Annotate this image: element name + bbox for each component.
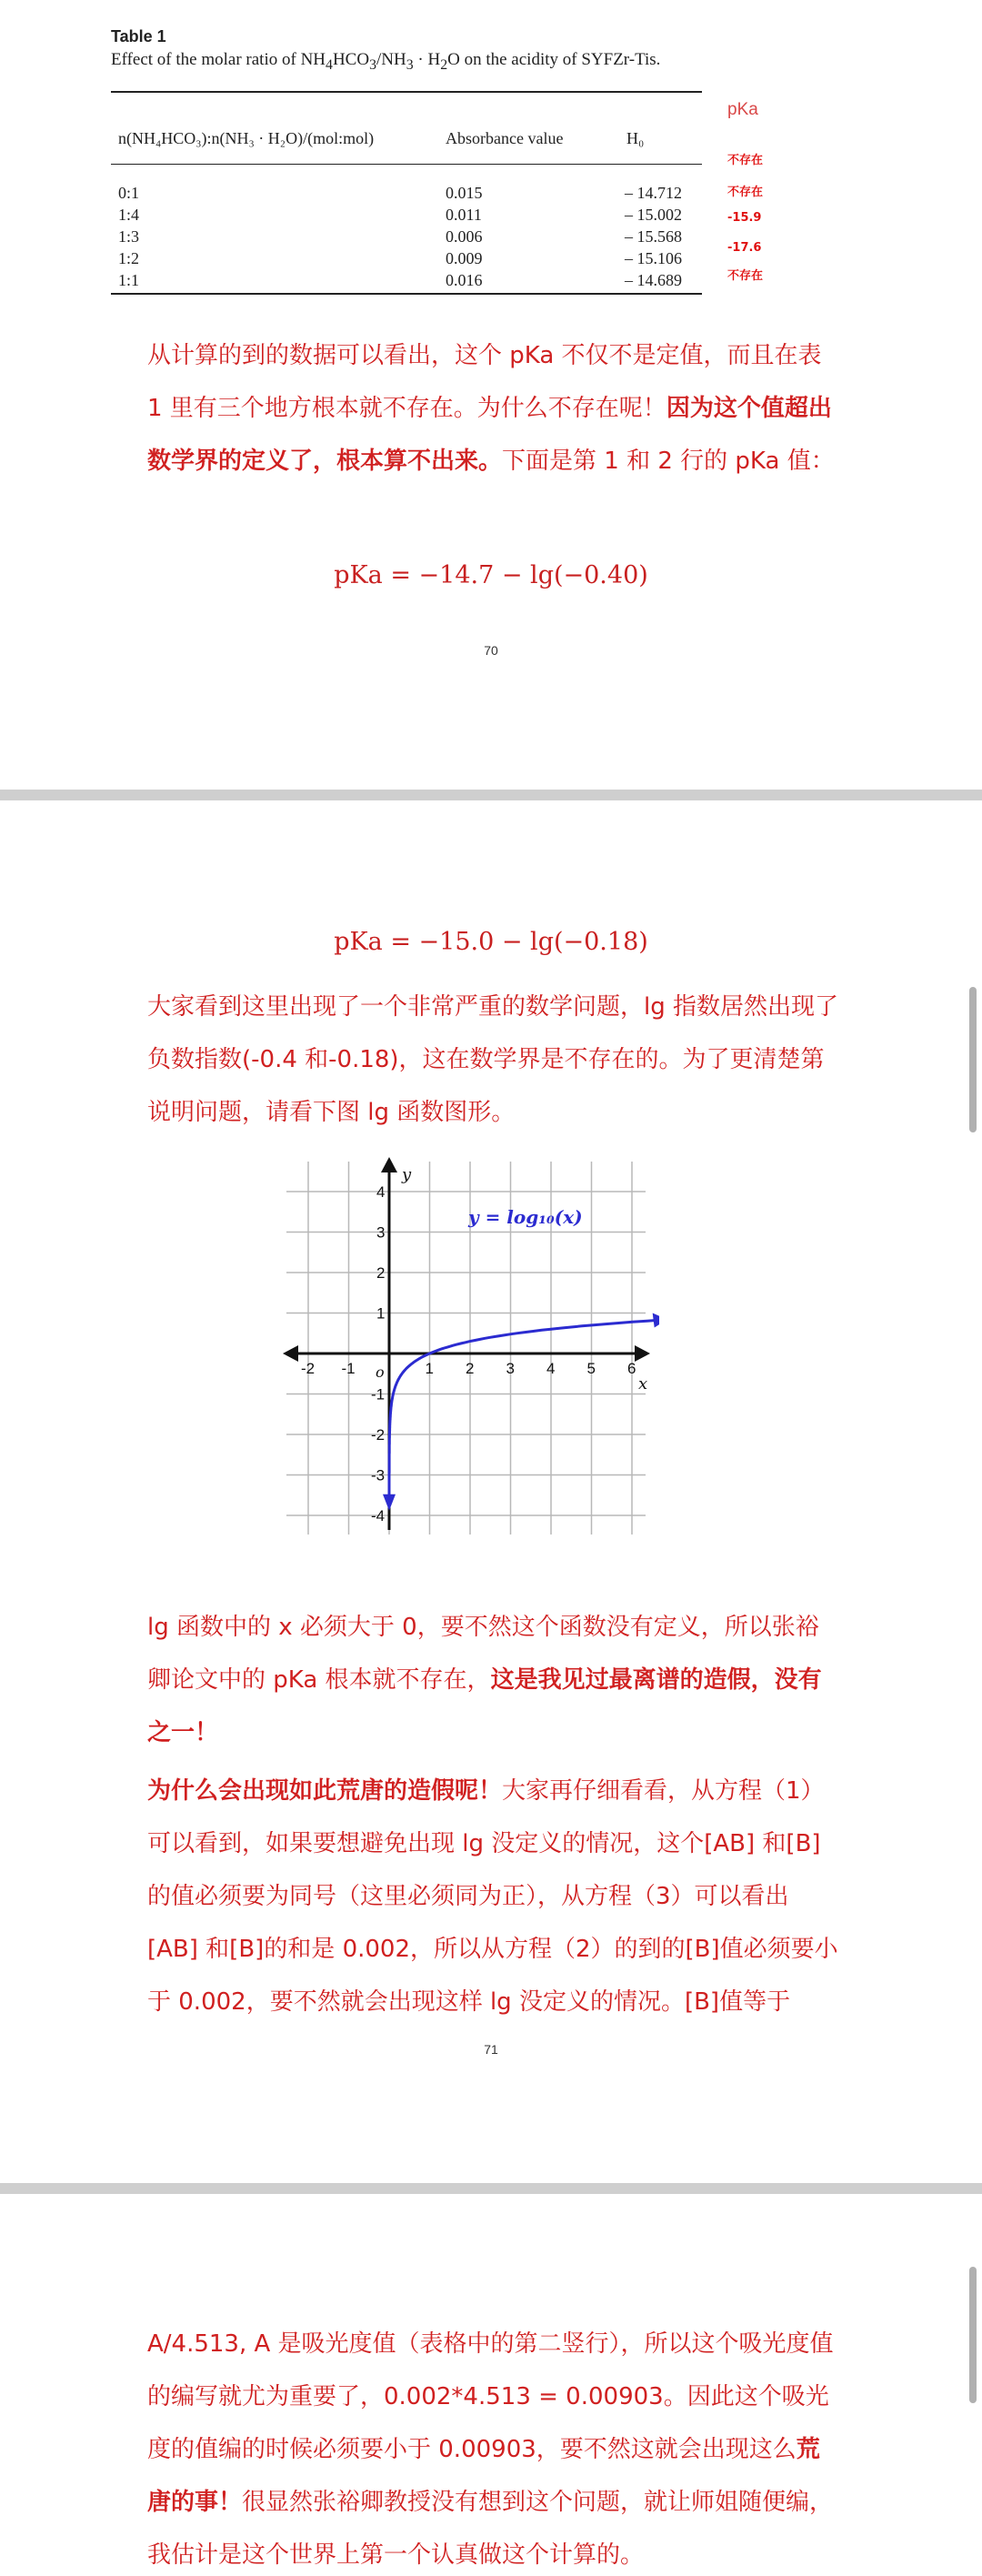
table-bottom-rule bbox=[111, 293, 702, 295]
x-tick-label: 4 bbox=[546, 1360, 556, 1377]
y-tick-label: -2 bbox=[371, 1426, 386, 1444]
paragraph: A/4.513, A 是吸光度值（表格中的第二竖行），所以这个吸光度值的编写就尤为重要了，0.002*4.513 = 0.00903。因此这个吸光度的值编的时候必须要小于 0.00903，要不然这就会出现这么荒唐的事！很显然张裕卿教授没有想到这个问题，就让师姐随便编，我估计是这个世界上第一个认真做这个计算的。 bbox=[147, 2330, 834, 2569]
pka-column-header: pKa bbox=[727, 100, 758, 119]
table-1: Table 1 Effect of the molar ratio of $NH_4HCO_3/NH_3 \cdot H_2O$ on the acidity of SYFZr-Tis. n(NH₄HCO₃):n(NH₃ · H₂O)/(mol:mol) Absorbance value H₀ 0:1 0.015 – 14.712 1:4 0.011 – 15.002 1:3 0.006 – 15.568 1:2 0.009 – 15.106 1:1 0.016 – 14.689 bbox=[111, 27, 702, 74]
paragraph: 为什么会出现如此荒唐的造假呢！大家再仔细看看，从方程（1）可以看到，如果要想避免出现 lg 没定义的情况，这个[AB] 和[B]的值必须要为同号（这里必须同为正），从方程（3）可以看出[AB] 和[B]的和是 0.002，所以从方程（2）的到的[B]值必须要小于 0.002，要不然就会出现这样 lg 没定义的情况。[B]值等于 bbox=[147, 1777, 838, 2016]
scrollbar-thumb[interactable] bbox=[969, 987, 977, 1132]
pka-value: 不存在 bbox=[727, 154, 764, 167]
x-tick-label: 3 bbox=[506, 1360, 515, 1377]
document-page-72 bbox=[0, 2194, 982, 2576]
page-number: 70 bbox=[484, 643, 498, 658]
col-header-ratio: n(NH₄HCO₃):n(NH₃ · H₂O)/(mol:mol) bbox=[118, 129, 375, 147]
pka-value: 不存在 bbox=[727, 269, 764, 283]
document-page-71 bbox=[0, 800, 982, 2183]
y-tick-label: 4 bbox=[376, 1183, 386, 1201]
table-title: Table 1 bbox=[111, 27, 166, 45]
paragraph: lg 函数中的 x 必须大于 0，要不然这个函数没有定义，所以张裕卿论文中的 pKa 根本就不存在，这是我见过最离谱的造假，没有之一！ bbox=[147, 1614, 822, 1746]
y-tick-label: -3 bbox=[371, 1466, 386, 1484]
y-axis-label: y bbox=[402, 1165, 412, 1184]
table-top-rule bbox=[111, 91, 702, 93]
x-tick-label: -2 bbox=[301, 1360, 316, 1377]
page-number: 71 bbox=[484, 2042, 498, 2057]
y-tick-label: 1 bbox=[376, 1304, 386, 1323]
col-header-h0: H₀ bbox=[626, 129, 645, 147]
paragraph: 从计算的到的数据可以看出，这个 pKa 不仅不是定值，而且在表 1 里有三个地方根本就不存在。为什么不存在呢！因为这个值超出数学界的定义了，根本算不出来。下面是第 1 和 2 行的 pKa 值： bbox=[147, 342, 835, 475]
x-tick-label: -1 bbox=[341, 1360, 356, 1377]
x-tick-label: 5 bbox=[586, 1360, 596, 1377]
pka-value: 不存在 bbox=[727, 186, 764, 199]
formula: pKa = −14.7 − lg(−0.40) bbox=[334, 561, 648, 589]
pka-value: -17.6 bbox=[727, 241, 762, 255]
log-function-graph bbox=[273, 1152, 659, 1544]
origin-label: o bbox=[376, 1363, 385, 1381]
x-tick-label: 6 bbox=[627, 1360, 636, 1377]
table-header-rule bbox=[111, 164, 702, 165]
pka-value: -15.9 bbox=[727, 211, 762, 225]
document-page-70 bbox=[0, 0, 982, 790]
scrollbar-thumb[interactable] bbox=[969, 2267, 977, 2403]
x-tick-label: 1 bbox=[425, 1360, 434, 1377]
paragraph: 大家看到这里出现了一个非常严重的数学问题，lg 指数居然出现了负数指数(-0.4 和-0.18)，这在数学界是不存在的。为了更清楚第说明问题，请看下图 lg 函数图形。 bbox=[147, 993, 838, 1126]
x-axis-label: x bbox=[638, 1374, 648, 1394]
col-header-absorbance: Absorbance value bbox=[446, 129, 564, 147]
x-tick-label: 2 bbox=[466, 1360, 475, 1377]
y-tick-label: 2 bbox=[376, 1264, 386, 1282]
table-caption: Effect of the molar ratio of $NH_4HCO_3/NH_3 \cdot H_2O$ on the acidity of SYFZr-Tis. bbox=[111, 50, 661, 73]
y-tick-label: 3 bbox=[376, 1223, 386, 1242]
function-label: y = log₁₀(x) bbox=[468, 1206, 583, 1228]
y-tick-label: -4 bbox=[371, 1507, 386, 1524]
graph-svg bbox=[273, 1152, 659, 1544]
formula: pKa = −15.0 − lg(−0.18) bbox=[334, 928, 648, 956]
y-tick-label: -1 bbox=[371, 1385, 386, 1404]
